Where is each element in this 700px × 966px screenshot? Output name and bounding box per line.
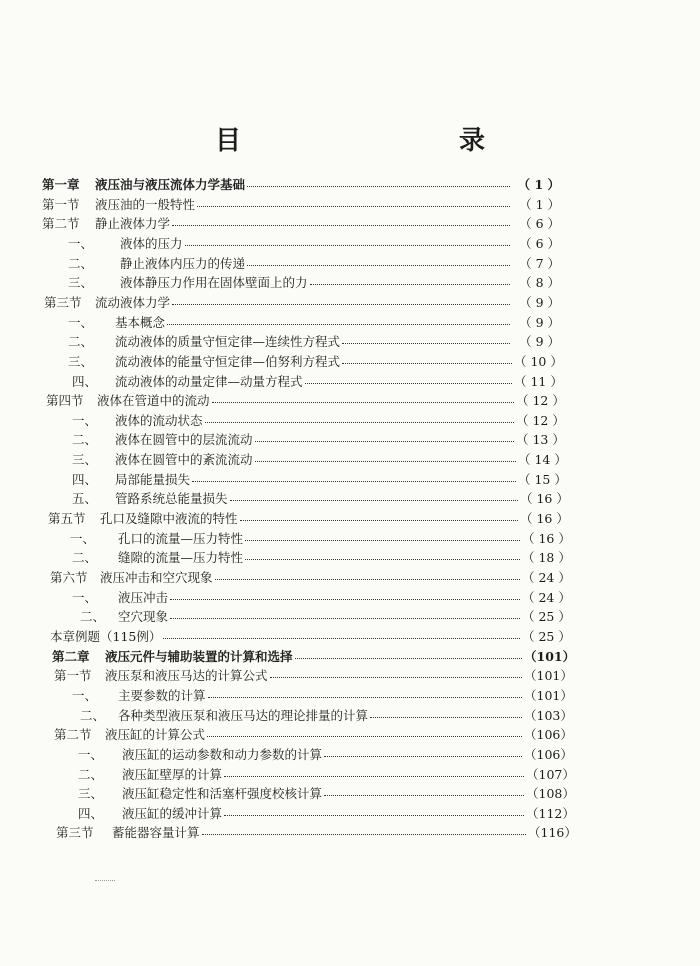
toc-number: 第三节 — [44, 294, 82, 310]
toc-page-number: （116） — [528, 825, 577, 841]
toc-page-number: （106） — [524, 727, 573, 743]
toc-row — [72, 588, 570, 608]
toc-leader-dots — [212, 392, 514, 403]
toc-title: 液体的压力 — [120, 235, 183, 251]
toc-number: 二、 — [72, 432, 98, 448]
toc-number: 第五节 — [48, 511, 86, 527]
toc-number: 第四节 — [46, 393, 84, 409]
toc-row — [52, 647, 576, 667]
toc-number: 二、 — [80, 609, 106, 625]
toc-number: 一、 — [72, 412, 98, 428]
toc-title: 液压缸的计算公式 — [105, 727, 206, 743]
toc-row — [72, 430, 564, 450]
toc-title: 液压元件与辅助装置的计算和选择 — [105, 648, 293, 664]
toc-number: 四、 — [72, 471, 98, 487]
toc-leader-dots — [170, 608, 520, 619]
toc-title: 液压缸稳定性和活塞杆强度校核计算 — [122, 786, 323, 802]
toc-leader-dots — [310, 274, 510, 285]
toc-leader-dots — [172, 294, 510, 305]
toc-number: 二、 — [80, 707, 106, 723]
toc-page-number: （ 9 ） — [519, 294, 560, 310]
toc-row — [68, 352, 562, 372]
toc-title: 各种类型液压泵和液压马达的理论排量的计算 — [118, 707, 369, 723]
toc-number: 三、 — [68, 275, 94, 291]
toc-leader-dots — [305, 373, 512, 384]
toc-row — [78, 745, 572, 765]
toc-number: 第六节 — [50, 570, 88, 585]
toc-row — [42, 175, 560, 195]
toc-leader-dots — [245, 549, 520, 560]
toc-title: 液压缸的缓冲计算 — [122, 805, 223, 821]
toc-number: 一、 — [68, 314, 94, 330]
toc-page-number: （ 13 ） — [516, 432, 565, 448]
toc-row — [68, 234, 560, 254]
toc-leader-dots — [172, 215, 510, 226]
toc-title: 本章例题（115例） — [50, 628, 162, 644]
toc-title: 孔口及缝隙中液流的特性 — [100, 511, 238, 527]
toc-number: 三、 — [68, 353, 94, 369]
toc-row — [78, 784, 574, 804]
toc-page-number: （ 12 ） — [516, 412, 565, 428]
toc-leader-dots — [247, 255, 510, 266]
toc-number: 第二节 — [42, 216, 80, 232]
toc-leader-dots — [207, 726, 522, 737]
toc-number: 二、 — [78, 766, 104, 782]
toc-title: 液体在圆管中的层流流动 — [115, 432, 253, 448]
toc-leader-dots — [208, 687, 522, 698]
toc-number: 一、 — [68, 235, 94, 251]
toc-leader-dots — [230, 490, 518, 501]
toc-title: 基本概念 — [115, 314, 166, 330]
toc-row — [70, 529, 570, 549]
toc-leader-dots — [192, 471, 516, 482]
toc-row — [46, 391, 564, 411]
toc-page-number: （ 1 ） — [519, 196, 560, 212]
toc-page-number: （ 1 ） — [517, 177, 560, 192]
toc-number: 三、 — [72, 452, 98, 468]
toc-leader-dots — [255, 451, 516, 462]
toc-page-number: （ 25 ） — [522, 628, 571, 644]
toc-title: 蓄能器容量计算 — [112, 825, 200, 841]
toc-leader-dots — [270, 667, 522, 678]
toc-title: 液压冲击和空穴现象 — [100, 570, 213, 585]
toc-row — [50, 568, 570, 588]
toc-title: 管路系统总能量损失 — [115, 491, 228, 507]
toc-leader-dots — [202, 824, 526, 835]
toc-leader-dots — [247, 176, 510, 187]
toc-title: 流动液体的质量守恒定律—连续性方程式 — [115, 334, 341, 350]
toc-title: 静止液体内压力的传递 — [120, 255, 246, 271]
toc-row — [42, 195, 560, 215]
toc-page-number: （ 10 ） — [514, 353, 563, 369]
toc-title: 液压缸壁厚的计算 — [122, 766, 223, 782]
toc-row — [72, 372, 562, 392]
toc-leader-dots — [370, 707, 522, 718]
toc-page-number: （ 16 ） — [520, 511, 569, 527]
toc-row — [54, 666, 572, 686]
toc-number: 四、 — [78, 805, 104, 821]
toc-page-number: （107） — [526, 766, 575, 782]
toc-leader-dots — [185, 235, 510, 246]
toc-leader-dots — [170, 589, 520, 600]
toc-title: 流动液体力学 — [95, 294, 171, 310]
toc-number: 一、 — [72, 687, 98, 703]
toc-number: 第一章 — [42, 177, 80, 192]
toc-title: 局部能量损失 — [115, 471, 191, 487]
page-title: 目 录 — [214, 126, 581, 156]
toc-leader-dots — [224, 805, 524, 816]
toc-page-number: （ 16 ） — [520, 491, 569, 507]
toc-number: 二、 — [68, 334, 94, 350]
toc-title: 液压油的一般特性 — [95, 196, 196, 212]
toc-page-number: （101） — [524, 668, 573, 684]
toc-page-number: （ 14 ） — [518, 452, 567, 468]
toc-number: 第二节 — [54, 727, 92, 743]
toc-title: 孔口的流量—压力特性 — [118, 530, 244, 546]
toc-page-number: （ 15 ） — [518, 471, 567, 487]
toc-row — [78, 765, 574, 785]
toc-page-number: （ 25 ） — [522, 609, 571, 625]
toc-number: 第二章 — [52, 648, 90, 664]
toc-row — [72, 450, 566, 470]
toc-leader-dots — [295, 648, 522, 659]
toc-page-number: （ 16 ） — [522, 530, 571, 546]
toc-leader-dots — [324, 746, 522, 757]
toc-row — [44, 293, 560, 313]
toc-number: 五、 — [72, 491, 98, 507]
toc-row — [68, 313, 560, 333]
toc-number: 一、 — [72, 589, 98, 605]
toc-title: 液压泵和液压马达的计算公式 — [105, 668, 268, 684]
toc-page-number: （ 24 ） — [522, 589, 571, 605]
toc-row — [78, 804, 574, 824]
toc-title: 缝隙的流量—压力特性 — [118, 550, 244, 566]
toc-page-number: （ 7 ） — [519, 255, 560, 271]
toc-row — [54, 725, 572, 745]
toc-number: 三、 — [78, 786, 104, 802]
toc-title: 主要参数的计算 — [118, 687, 206, 703]
toc-page-number: （ 9 ） — [519, 314, 560, 330]
toc-number: 一、 — [70, 530, 96, 546]
toc-leader-dots — [197, 196, 510, 207]
toc-row — [56, 823, 576, 843]
toc-leader-dots — [224, 766, 524, 777]
toc-leader-dots — [342, 333, 510, 344]
toc-number: 第一节 — [42, 196, 80, 212]
toc-leader-dots — [342, 353, 512, 364]
toc-row — [48, 509, 568, 529]
toc-leader-dots — [215, 569, 520, 580]
toc-page-number: （101） — [524, 687, 573, 703]
toc-row — [72, 470, 566, 490]
toc-page-number: （112） — [526, 805, 575, 821]
toc-title: 液压油与液压流体力学基础 — [95, 177, 246, 192]
toc-page-number: （106） — [524, 746, 573, 762]
toc-leader-dots — [240, 510, 518, 521]
toc-page-number: （ 8 ） — [519, 275, 560, 291]
toc-title: 液压冲击 — [118, 589, 169, 605]
toc-page-number: （ 24 ） — [522, 570, 571, 585]
toc-number: 二、 — [68, 255, 94, 271]
toc-row — [68, 273, 560, 293]
toc-number: 二、 — [72, 550, 98, 566]
toc-row — [68, 254, 560, 274]
toc-leader-dots — [167, 314, 510, 325]
toc-title: 液体在管道中的流动 — [97, 393, 210, 409]
toc-row — [50, 627, 570, 647]
toc-row — [72, 411, 564, 431]
toc-leader-dots — [163, 628, 520, 639]
toc-title: 空穴现象 — [118, 609, 169, 625]
toc-number: 一、 — [78, 746, 104, 762]
toc-leader-dots — [245, 530, 520, 541]
toc-row — [42, 214, 560, 234]
toc-title: 流动液体的动量定律—动量方程式 — [115, 373, 303, 389]
toc-page-number: （103） — [524, 707, 573, 723]
toc-title: 液体的流动状态 — [115, 412, 203, 428]
toc-leader-dots — [255, 431, 514, 442]
toc-page-number: （ 11 ） — [514, 373, 563, 389]
toc-number: 第三节 — [56, 825, 94, 841]
toc-title: 静止液体力学 — [95, 216, 171, 232]
toc-title: 液体在圆管中的紊流流动 — [115, 452, 253, 468]
toc-row — [80, 607, 570, 627]
toc-page-number: （108） — [526, 786, 575, 802]
toc-leader-dots — [205, 412, 514, 423]
toc-row — [68, 332, 560, 352]
toc-page-number: （ 18 ） — [522, 550, 571, 566]
toc-page-number: （ 6 ） — [519, 235, 560, 251]
toc-number: 第一节 — [54, 668, 92, 684]
toc-row — [80, 706, 572, 726]
smudge-mark — [95, 880, 115, 882]
toc-number: 四、 — [72, 373, 98, 389]
toc-row — [72, 548, 570, 568]
toc-title: 液压缸的运动参数和动力参数的计算 — [122, 746, 323, 762]
toc-title: 流动液体的能量守恒定律—伯努利方程式 — [115, 353, 341, 369]
toc-page-number: （ 12 ） — [516, 393, 565, 409]
toc-page-number: （ 6 ） — [519, 216, 560, 232]
toc-row — [72, 686, 572, 706]
toc-leader-dots — [324, 785, 524, 796]
toc-row — [72, 489, 568, 509]
toc-title: 液体静压力作用在固体壁面上的力 — [120, 275, 308, 291]
toc-page-number: （ 9 ） — [519, 334, 560, 350]
toc-page-number: （101） — [524, 648, 576, 664]
